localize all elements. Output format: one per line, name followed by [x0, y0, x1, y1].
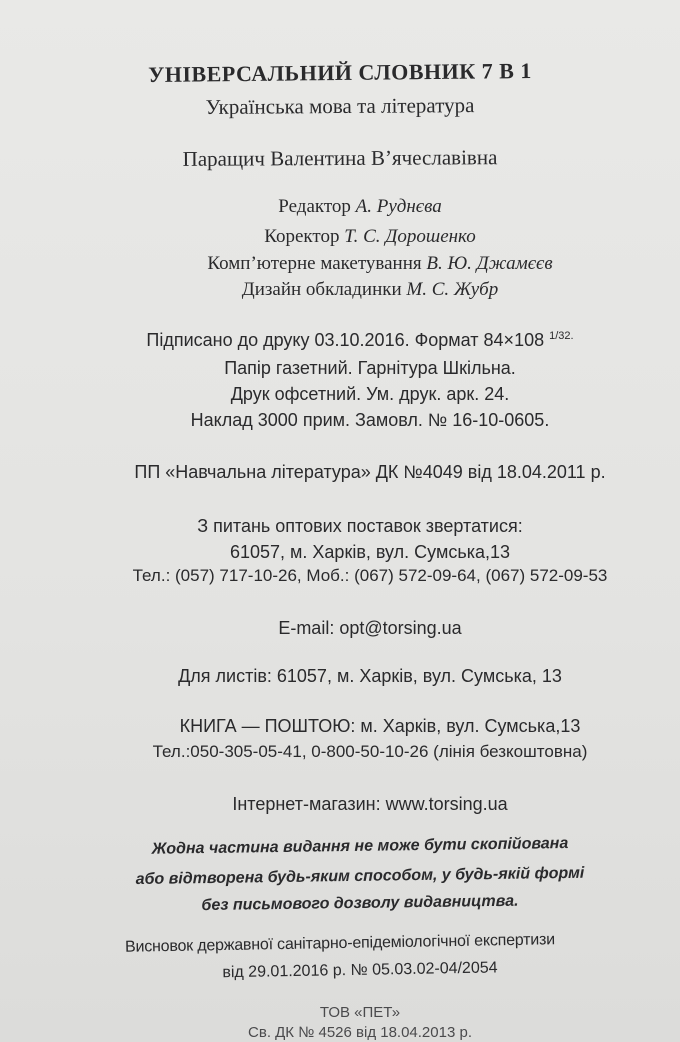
paper-type: Папір газетний. Гарнітура Шкільна.	[224, 358, 516, 378]
wholesale-address: 61057, м. Харків, вул. Сумська,13	[229, 542, 511, 562]
credit-editor	[0, 196, 680, 218]
expertise-line-2: від 29.01.2016 р. № 05.03.02-04/2054	[222, 959, 498, 982]
book-title: УНІВЕРСАЛЬНИЙ СЛОВНИК 7 В 1	[148, 57, 532, 88]
credit-role: Дизайн обкладинки	[241, 279, 402, 300]
credit-role: Коректор	[264, 226, 340, 247]
publisher-info: ПП «Навчальна література» ДК №4049 від 18.04.2011 р.	[134, 462, 606, 482]
print-signed-text: Підписано до друку 03.10.2016. Формат 84×108	[146, 330, 545, 350]
credit-layout	[0, 253, 680, 275]
credit-person: А. Руднєва	[355, 196, 442, 217]
credit-role: Редактор	[278, 196, 351, 217]
online-shop: Інтернет-магазин: www.torsing.ua	[232, 794, 508, 814]
print-method: Друк офсетний. Ум. друк. арк. 24.	[230, 384, 510, 404]
letters-address: Для листів: 61057, м. Харків, вул. Сумська, 13	[178, 666, 562, 686]
wholesale-phones: Тел.: (057) 717-10-26, Моб.: (067) 572-09-64, (067) 572-09-53	[132, 566, 608, 585]
email-line: E-mail: opt@torsing.ua	[278, 618, 462, 638]
credit-corrector	[0, 226, 680, 248]
mail-order-address: КНИГА — ПОШТОЮ: м. Харків, вул. Сумська,13	[179, 716, 581, 736]
author-name: Паращич Валентина В’ячеславівна	[182, 145, 498, 171]
print-signed	[0, 330, 680, 351]
book-subtitle: Українська мова та література	[205, 93, 475, 119]
expertise-line-1: Висновок державної санітарно-епідеміологічної експертизи	[124, 931, 556, 956]
copyright-notice-3: без письмового дозволу видавництва.	[201, 892, 519, 915]
credit-role: Комп’ютерне макетування	[207, 253, 422, 274]
mail-order-phones: Тел.:050-305-05-41, 0-800-50-10-26 (лінія безкоштовна)	[152, 742, 588, 761]
printer-name: ТОВ «ПЕТ»	[319, 1004, 401, 1021]
credit-cover	[0, 279, 680, 301]
copyright-notice-1: Жодна частина видання не може бути скопійована	[151, 834, 569, 858]
credit-person: М. С. Жубр	[406, 279, 499, 300]
printer-license: Св. ДК № 4526 від 18.04.2013 р.	[248, 1024, 472, 1041]
copyright-notice-2: або відтворена будь-яким способом, у будь-якій формі	[135, 864, 585, 888]
format-fraction: 1/32.	[549, 330, 574, 342]
wholesale-heading: З питань оптових поставок звертатися:	[197, 516, 523, 536]
credit-person: Т. С. Дорошенко	[344, 226, 476, 247]
print-run: Наклад 3000 прим. Замовл. № 16-10-0605.	[190, 410, 550, 430]
credit-person: В. Ю. Джамєєв	[426, 253, 553, 274]
